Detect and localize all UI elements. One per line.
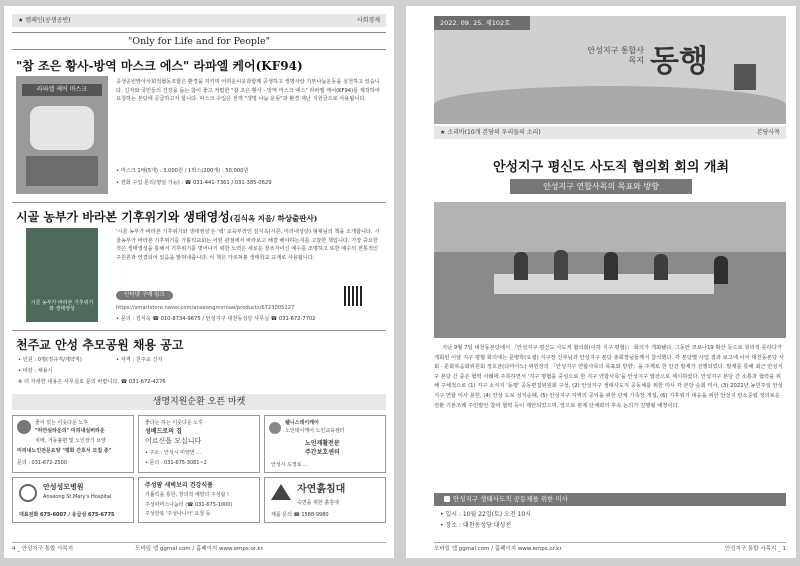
article2-contact: • 문의 : 김식옥 ☎ 010-8734-9675 / 안성지구 대천동성당 사무실 ☎ 031-672-7702	[116, 316, 316, 322]
ad-text: 주간보호센터	[305, 449, 340, 456]
ad-text: 대표전화 675-6007 / 응급실 675-6775	[19, 512, 115, 518]
article2-title-text: 시골 농부가 바라본 기후위기와 생태영성	[16, 210, 230, 224]
book-cover-image	[26, 228, 98, 322]
right-header-bar	[434, 126, 786, 139]
photo-person	[714, 256, 728, 284]
ad-mirinae-silver[interactable]	[12, 415, 134, 473]
mass-place: • 장소 : 대천동성당 대성전	[440, 522, 512, 529]
hospital-logo-icon	[19, 484, 37, 502]
recruit-count: • 인원 : 0명(정규직/계약직)	[18, 357, 82, 363]
left-header-section: 사회경제	[356, 17, 380, 24]
photo-person	[554, 250, 568, 280]
article3-title: 천주교 안성 추모공원 채용 공고	[16, 338, 184, 352]
right-header-tag: ★ 소리바(10개 본당의 우리들의 소리)	[440, 129, 541, 136]
ad-text: "하얀실타운의" 미리내실버타운	[35, 428, 105, 434]
photo-person	[654, 254, 668, 280]
ad-wellness-daycare[interactable]	[264, 415, 386, 473]
ad-text: Anseong St.Mary's Hospital	[43, 494, 112, 500]
article-subtitle: 안성지구 연합사목의 목표와 방향	[510, 179, 692, 194]
ad-text: 안성시 도정로 ...	[271, 462, 308, 468]
article-body: 지난 9월 7일 대천동본당에서 「안성지구 평신도 사도직 협의회(이하 지구 평협)」 회의가 개최됐다. 그동안 코로나19 확산 등으로 원리적 못하다가 개회된 이날 지구 평협 회의에는 문병학(요셉) 지구장 신부님과 안성지구 본당 총회장님들께서 참석했다. 각 본당별 사업 결과 보고에 이어 대천동본당 사회 · 문화복음화위원회 정호균(다미아노) 위원장의 「안성지구 연합사목의 목표와 방향」을 주제로 한 안건 발제가 진행되었다. 발제를 통해 최근 안성지구 본당 간 중은 협력 사례에 주목하면서 '지구 평협을 중심으로 한 지구 연합사목'을 안성지구 발전으로 제시하였다. 안성지구 본당 간 소통과 협력을 위해 구체적으로 (1) 지구 소식지 '동행' 공동편집위원회 구성, (2) 안성지구 생태사도직 공동체를 위한 미사 각 본당 순회 미사, (3) 2022년 농민주일 안성지구 연합 미사 봉헌, (4) 안성 도보 성지순례, (5) 안성지구 지역의 공익을 위한 단체 가족장 개설, (6) 기후위기 대응을 위한 안성지 탄소중립 정의로운 전환 기본조례 주민발안 참여 협력 등이 제안되었으며, 앞으로 관계 단체와의 후속 논의가 진행될 예정이다.	[434, 345, 784, 409]
church-icon	[734, 64, 756, 90]
mass-section-bar	[434, 493, 786, 506]
issue-date: 2022. 09. 25. 제102호	[434, 16, 530, 30]
ad-logo-icon	[17, 420, 31, 434]
ad-text: 어르신을 모십니다	[145, 437, 202, 445]
photo-person	[514, 252, 528, 280]
article1-body: 공생공빈맘아사회적협동조합은 환경을 지키며 어려운이웃과함께 공생하고 생명사랑 기부나눔운동을 실천하고 있습니다. 신자와 국민들의 건강을 돕는 참이 좋고 저렴한 "참 조은 황사 - 방역 마스크 에스" 라파엘 케어(KF94)를 제작하여 요청하는 본당에 공급하고자 합니다. 마스크 수입은 전액 "생명 나눔 운동"과 환경 재난 지원금으로 사용됩니다.	[116, 79, 380, 103]
ad-text: 주성파머스나눔터 (☎ 031-675-1000)	[145, 502, 233, 508]
ad-text: 안성성모병원	[43, 483, 84, 491]
ad-text: 치매, 거동불편 및 노인장기 요양	[35, 438, 106, 444]
masthead	[434, 16, 786, 124]
book-cover-title: 시골 농부가 바라본 기후위기와 생태영성	[30, 300, 94, 312]
ad-natural-bed[interactable]	[264, 477, 386, 523]
article-title: 안성지구 평신도 사도직 협의회 회의 개최	[492, 160, 730, 175]
recruit-deadline: • 마감 : 채용시	[18, 368, 53, 374]
left-header-bar	[12, 14, 386, 27]
article1-contact: • 전화 구입 문의(평일 가능) : ☎ 031-441-7361 / 031-385-0629	[116, 180, 272, 186]
mass-time: • 일시 : 10월 22일(토) 오전 10시	[440, 511, 531, 518]
mask-box-icon	[26, 156, 98, 186]
ad-st-peter-house[interactable]	[138, 415, 260, 473]
photo-wall	[434, 202, 786, 252]
left-header-tag: ★ 캠페인(공생공빈)	[18, 17, 71, 24]
left-footer-page: 4 _ 안성지구 통합 사목지	[12, 546, 74, 552]
ad-text: • 주소 : 안성시 미양면 ...	[145, 450, 201, 456]
market-section-title: 생명지원순환 오픈 마켓	[12, 394, 386, 410]
ad-text: 자연흙침대	[297, 484, 346, 495]
purchase-url[interactable]: https://smartstore.naver.com/anseongmirinae/products/6723005227	[116, 305, 295, 311]
hill-illustration	[434, 86, 786, 124]
left-footer	[12, 542, 386, 554]
right-footer-links: 모바일 앱 ggmal.com / 홈페이지 www.emps.or.kr	[434, 546, 562, 552]
divider	[12, 330, 386, 331]
ad-logo-icon	[269, 422, 281, 434]
slogan: "Only for Life and for People"	[12, 32, 386, 50]
ad-text: • 문의 : 031-675-3081~2	[145, 460, 207, 466]
right-footer	[434, 542, 786, 554]
ad-text: 주성팜 새벽보리 건강식품	[145, 482, 213, 489]
ad-text: 성베드로의 집	[145, 428, 182, 435]
left-page	[4, 6, 394, 558]
masthead-subtitle: 안성지구 통합사목지	[587, 46, 644, 65]
recruit-qualification: • 자격 : 천주교 신자	[116, 357, 163, 363]
qr-code-icon	[344, 286, 364, 306]
ad-anseong-hospital[interactable]	[12, 477, 134, 523]
article2-author: (김식옥 지음/ 하상출판사)	[229, 214, 318, 223]
right-header-section: 본당사목	[756, 129, 780, 136]
article2-body: '시골 농부가 바라본 기후위기와 생태영성'은 '벽' 교육부장인 김식옥(시몬, 미리내성당) 형제님의 책을 소개합니다. 시골농부가 바라본 기후위기를 가톨릭교회는 어떤 관점에서 바라보고 해결 해야하는지를 고찰한 책입니다. 가장 중요한 것은 생태영성을 통해서 기후위기를 벗어나기 위한 노력은 새로운 창조자이신 예수를 조명하고 또한 예수의 전통적인 구원론과 연결되어 있음을 밝혀내줍니다. 이 책은 가르쳐볼 생태학교 교재로 사용됩니다.	[116, 229, 380, 261]
ad-text: 주성한복 '주성나니아' 요청 등	[145, 511, 211, 517]
purchase-link-badge: 인터넷 구매 링크	[116, 291, 173, 300]
recruit-contact: ※ 더 자세한 내용은 사무실로 문의 바랍니다. ☎ 031-672-4276	[18, 379, 166, 385]
mask-image-label: 라파엘 케어 마스크	[22, 84, 102, 96]
meeting-photo	[434, 202, 786, 338]
article1-title: "참 조은 황사-방역 마스크 에스" 라파엘 케어(KF94)	[16, 59, 303, 73]
ad-text: 좋다는 하는 이웃다운 노후	[145, 420, 203, 426]
bullet-icon	[444, 496, 450, 502]
ad-text: 노인재활전문	[305, 440, 340, 447]
left-footer-links: 모바일 앱 ggmal.com / 홈페이지 www.emps.or.kr	[135, 546, 263, 552]
ad-jusungpharm[interactable]	[138, 477, 260, 523]
article1-price: • 마스크 1매(5개) : 3,000원 / 1박스(200개) : 50,000원	[116, 168, 249, 174]
ad-text: 웰니스데이케어	[285, 420, 319, 426]
mask-icon	[30, 106, 94, 150]
mass-section-title: 안성지구 생태사도직 공동체를 위한 미사	[453, 495, 569, 503]
ad-text: 가톨릭을 통한, 창의적 예방의 주성팜 !	[145, 492, 229, 498]
ad-text: 미리내노인전문요양 "평화 간호서 모집 중"	[17, 448, 112, 454]
masthead-brand: 동행	[650, 44, 708, 79]
mask-product-image	[16, 76, 108, 194]
mountain-logo-icon	[271, 484, 291, 500]
ad-text: 노인데이케어 노인교육센터	[285, 428, 345, 434]
right-footer-page: 안성지구 통합 사목지 _ 1	[724, 546, 786, 552]
photo-person	[604, 252, 618, 280]
ad-text: 숙면을 위한 흙침대	[297, 500, 339, 506]
ad-text: 좋이 있는 이웃다운 노후	[35, 420, 89, 426]
right-page	[406, 6, 796, 558]
divider	[12, 202, 386, 203]
ad-text: 문의 : 031-672-2500	[17, 460, 67, 466]
ad-text: 제품 문의 ☎ 1588-9980	[271, 512, 329, 518]
article2-title	[16, 208, 317, 225]
